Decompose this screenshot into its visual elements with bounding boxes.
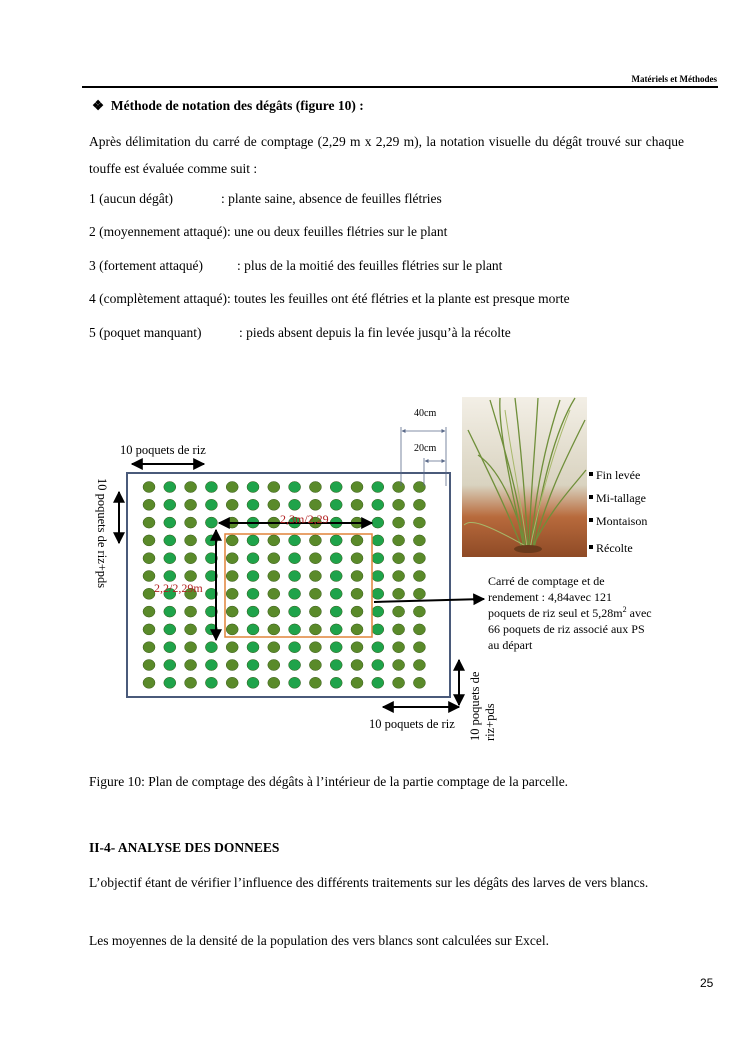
rice-hill-marker: [268, 499, 280, 510]
diamond-bullet-icon: ❖: [92, 98, 105, 113]
rice-hill-marker: [413, 571, 425, 582]
rice-hill-marker: [413, 499, 425, 510]
rice-hill-marker: [247, 606, 259, 617]
label-inner-width: 2,3m/2,29: [280, 512, 329, 526]
rice-hill-marker: [226, 588, 238, 599]
rice-hill-marker: [393, 499, 405, 510]
rice-hill-marker: [330, 642, 342, 653]
rice-hill-marker: [247, 588, 259, 599]
rice-hill-marker: [185, 482, 197, 493]
rice-hill-marker: [393, 660, 405, 671]
rice-hill-marker: [143, 499, 155, 510]
rice-hill-marker: [413, 624, 425, 635]
rice-hill-marker: [393, 482, 405, 493]
rice-hill-marker: [226, 482, 238, 493]
analysis-paragraph-1: L’objectif étant de vérifier l’influence des différents traitements sur les dégâts des larves de vers blancs.: [89, 875, 649, 890]
rice-hill-marker: [413, 535, 425, 546]
rice-hill-marker: [226, 571, 238, 582]
rice-hill-marker: [351, 499, 363, 510]
rice-hill-marker: [164, 553, 176, 564]
intro-paragraph: Après délimitation du carré de comptage (2,29 m x 2,29 m), la notation visuelle du dégât trouvé sur chaque touffe est évaluée comme suit :: [89, 134, 684, 176]
rice-hill-marker: [351, 553, 363, 564]
rice-hill-marker: [372, 606, 384, 617]
counting-square: [225, 534, 372, 637]
square-bullet-icon: [589, 472, 593, 476]
rice-hill-marker: [309, 660, 321, 671]
rice-hill-marker: [268, 624, 280, 635]
rice-hill-marker: [330, 677, 342, 688]
rice-hill-marker: [247, 660, 259, 671]
rice-hill-marker: [309, 677, 321, 688]
rice-hill-marker: [164, 517, 176, 528]
header-section-title: Matériels et Méthodes: [631, 74, 717, 84]
rice-hill-marker: [247, 553, 259, 564]
rice-hill-marker: [330, 553, 342, 564]
rice-hill-marker: [372, 660, 384, 671]
rice-hill-marker: [351, 624, 363, 635]
rice-hill-marker: [289, 606, 301, 617]
rice-hill-marker: [393, 606, 405, 617]
scale-label: 4 (complètement attaqué):: [89, 291, 231, 306]
rice-hill-marker: [205, 482, 217, 493]
rice-hill-marker: [164, 677, 176, 688]
rice-hill-marker: [330, 588, 342, 599]
scale-label: 2 (moyennement attaqué):: [89, 224, 231, 239]
rice-hill-marker: [372, 677, 384, 688]
scale-desc: : plus de la moitié des feuilles flétries sur le plant: [237, 258, 503, 273]
square-bullet-icon: [589, 545, 593, 549]
rice-hill-marker: [185, 499, 197, 510]
rice-hill-marker: [330, 624, 342, 635]
rice-hill-marker: [226, 553, 238, 564]
rice-hill-marker: [309, 553, 321, 564]
analysis-paragraph-2: Les moyennes de la densité de la population des vers blancs sont calculées sur Excel.: [89, 933, 549, 948]
rice-hill-marker: [226, 535, 238, 546]
label-20cm: 20cm: [414, 443, 437, 454]
rice-hill-marker: [330, 660, 342, 671]
rice-hill-marker: [143, 571, 155, 582]
rice-hill-marker: [226, 499, 238, 510]
rice-hill-marker: [393, 553, 405, 564]
rice-hill-marker: [289, 571, 301, 582]
rice-hill-marker: [164, 606, 176, 617]
rice-hill-marker: [372, 499, 384, 510]
rice-hill-marker: [413, 588, 425, 599]
callout-line: [488, 605, 652, 620]
rice-hill-marker: [247, 677, 259, 688]
rice-hill-marker: [143, 677, 155, 688]
rice-hill-marker: [393, 571, 405, 582]
rice-hill-marker: [309, 571, 321, 582]
rice-hill-marker: [330, 535, 342, 546]
stage-item: Montaison: [596, 514, 648, 528]
rice-hill-marker: [226, 606, 238, 617]
rice-hill-marker: [143, 535, 155, 546]
rice-hill-marker: [351, 588, 363, 599]
rice-hill-marker: [143, 517, 155, 528]
rice-hill-marker: [205, 642, 217, 653]
rice-hill-marker: [309, 588, 321, 599]
rice-hill-marker: [143, 660, 155, 671]
callout-line: Carré de comptage et de: [488, 574, 605, 588]
rice-hill-marker: [164, 571, 176, 582]
rice-hill-marker: [372, 482, 384, 493]
rice-hill-marker: [185, 571, 197, 582]
rice-hill-marker: [247, 571, 259, 582]
rice-hill-marker: [393, 624, 405, 635]
label-bottom-right-1: 10 poquets de: [468, 671, 482, 741]
rice-hill-marker: [413, 642, 425, 653]
rice-hill-marker: [351, 482, 363, 493]
rice-hill-marker: [372, 588, 384, 599]
rice-hill-marker: [372, 535, 384, 546]
label-bottom-right-2: riz+pds: [483, 703, 497, 741]
rice-hill-marker: [185, 624, 197, 635]
rice-hill-marker: [393, 677, 405, 688]
label-bottom: 10 poquets de riz: [369, 717, 455, 731]
rice-hill-marker: [143, 642, 155, 653]
rice-hill-marker: [268, 660, 280, 671]
rice-hill-marker: [309, 624, 321, 635]
callout-tail: avec: [626, 606, 652, 620]
callout-line: rendement : 4,84avec 121: [488, 590, 612, 604]
callout-line: 66 poquets de riz associé aux PS: [488, 622, 645, 636]
label-left: 10 poquets de riz+pds: [95, 478, 109, 589]
rice-hill-marker: [351, 642, 363, 653]
rice-hill-marker: [393, 517, 405, 528]
rice-hill-marker: [372, 642, 384, 653]
rice-hill-marker: [309, 482, 321, 493]
label-inner-height: 2,2/2,29m: [154, 581, 203, 595]
rice-hill-marker: [289, 624, 301, 635]
scale-label: 5 (poquet manquant): [89, 325, 202, 340]
rice-hill-marker: [185, 553, 197, 564]
rice-hill-marker: [413, 553, 425, 564]
rice-hill-marker: [268, 588, 280, 599]
scale-label: 1 (aucun dégât): [89, 191, 173, 206]
rice-hill-marker: [185, 517, 197, 528]
rice-hill-marker: [413, 606, 425, 617]
rice-hill-marker: [289, 677, 301, 688]
rice-hill-marker: [164, 535, 176, 546]
rice-hill-marker: [289, 588, 301, 599]
figure-caption: Figure 10: Plan de comptage des dégâts à l’intérieur de la partie comptage de la parcelle.: [89, 774, 569, 789]
rice-hill-marker: [268, 571, 280, 582]
rice-hill-marker: [413, 517, 425, 528]
rice-hill-marker: [309, 606, 321, 617]
stage-item: Fin levée: [596, 468, 641, 482]
rice-hill-marker: [185, 677, 197, 688]
rice-hill-marker: [205, 517, 217, 528]
rice-hill-marker: [164, 624, 176, 635]
scale-desc: une ou deux feuilles flétries sur le plant: [234, 224, 448, 239]
square-bullet-icon: [589, 518, 593, 522]
rice-hill-marker: [143, 624, 155, 635]
rice-hill-marker: [393, 535, 405, 546]
rice-hill-marker: [289, 642, 301, 653]
callout-superscript: 2: [622, 605, 627, 614]
square-bullet-icon: [589, 495, 593, 499]
rice-hill-marker: [393, 588, 405, 599]
rice-hill-marker: [185, 642, 197, 653]
rice-hill-marker: [330, 606, 342, 617]
scale-desc: : plante saine, absence de feuilles flétries: [221, 191, 442, 206]
stage-list: [589, 468, 647, 555]
rice-hill-marker: [268, 606, 280, 617]
rice-hill-marker: [351, 677, 363, 688]
rice-hill-marker: [372, 517, 384, 528]
rice-hill-marker: [164, 482, 176, 493]
rice-hill-marker: [372, 553, 384, 564]
rice-hill-marker: [247, 624, 259, 635]
rice-hill-marker: [330, 499, 342, 510]
rice-hill-marker: [226, 677, 238, 688]
rice-hill-marker: [247, 482, 259, 493]
rice-hill-marker: [226, 642, 238, 653]
rice-hill-marker: [372, 571, 384, 582]
scale-desc: : pieds absent depuis la fin levée jusqu’à la récolte: [239, 325, 511, 340]
rice-hill-marker: [393, 642, 405, 653]
rice-hill-marker: [351, 606, 363, 617]
rice-hill-marker: [143, 606, 155, 617]
rice-hill-marker: [185, 606, 197, 617]
rice-hill-marker: [164, 660, 176, 671]
rice-hill-marker: [289, 499, 301, 510]
rice-hill-marker: [247, 642, 259, 653]
stage-item: Récolte: [596, 541, 633, 555]
rice-plant-photo: [462, 397, 587, 557]
rice-hill-marker: [413, 677, 425, 688]
rice-hill-marker: [268, 535, 280, 546]
page-number: 25: [700, 976, 714, 990]
rice-hill-marker: [289, 553, 301, 564]
section-title: II-4- ANALYSE DES DONNEES: [89, 840, 280, 855]
rice-hill-marker: [413, 660, 425, 671]
rice-hill-marker: [164, 642, 176, 653]
rice-hill-marker: [164, 499, 176, 510]
rice-hill-marker: [351, 535, 363, 546]
rice-hill-marker: [185, 535, 197, 546]
rice-hill-marker: [351, 571, 363, 582]
label-top: 10 poquets de riz: [120, 443, 206, 457]
rice-hill-marker: [289, 660, 301, 671]
rice-hill-marker: [309, 642, 321, 653]
rice-hill-marker: [247, 535, 259, 546]
rice-hill-marker: [330, 571, 342, 582]
scale-label: 3 (fortement attaqué): [89, 258, 203, 273]
callout-line-text: poquets de riz seul et 5,28m: [488, 606, 623, 620]
rice-hill-marker: [309, 499, 321, 510]
rice-hill-marker: [330, 482, 342, 493]
rice-hill-marker: [143, 482, 155, 493]
stage-item: Mi-tallage: [596, 491, 646, 505]
callout-text: [488, 574, 652, 652]
rice-hill-marker: [268, 677, 280, 688]
rice-hill-marker: [143, 553, 155, 564]
callout-line: au départ: [488, 638, 533, 652]
rice-hill-marker: [205, 660, 217, 671]
rice-hill-marker: [226, 624, 238, 635]
rice-hill-marker: [289, 535, 301, 546]
rice-hill-marker: [268, 642, 280, 653]
scale-desc: toutes les feuilles ont été flétries et la plante est presque morte: [234, 291, 570, 306]
rice-hill-marker: [205, 677, 217, 688]
rice-hill-marker: [351, 660, 363, 671]
arrow-callout: [374, 599, 484, 602]
rice-hill-marker: [309, 535, 321, 546]
subsection-heading-text: Méthode de notation des dégâts (figure 10) :: [110, 98, 364, 113]
rice-hill-marker: [205, 499, 217, 510]
rice-hill-marker: [185, 660, 197, 671]
rice-hill-marker: [268, 482, 280, 493]
rice-hill-marker: [226, 660, 238, 671]
rice-hill-marker: [247, 499, 259, 510]
rice-hill-marker: [289, 482, 301, 493]
rice-hill-marker: [268, 553, 280, 564]
rice-hill-marker: [372, 624, 384, 635]
label-40cm: 40cm: [414, 408, 437, 419]
